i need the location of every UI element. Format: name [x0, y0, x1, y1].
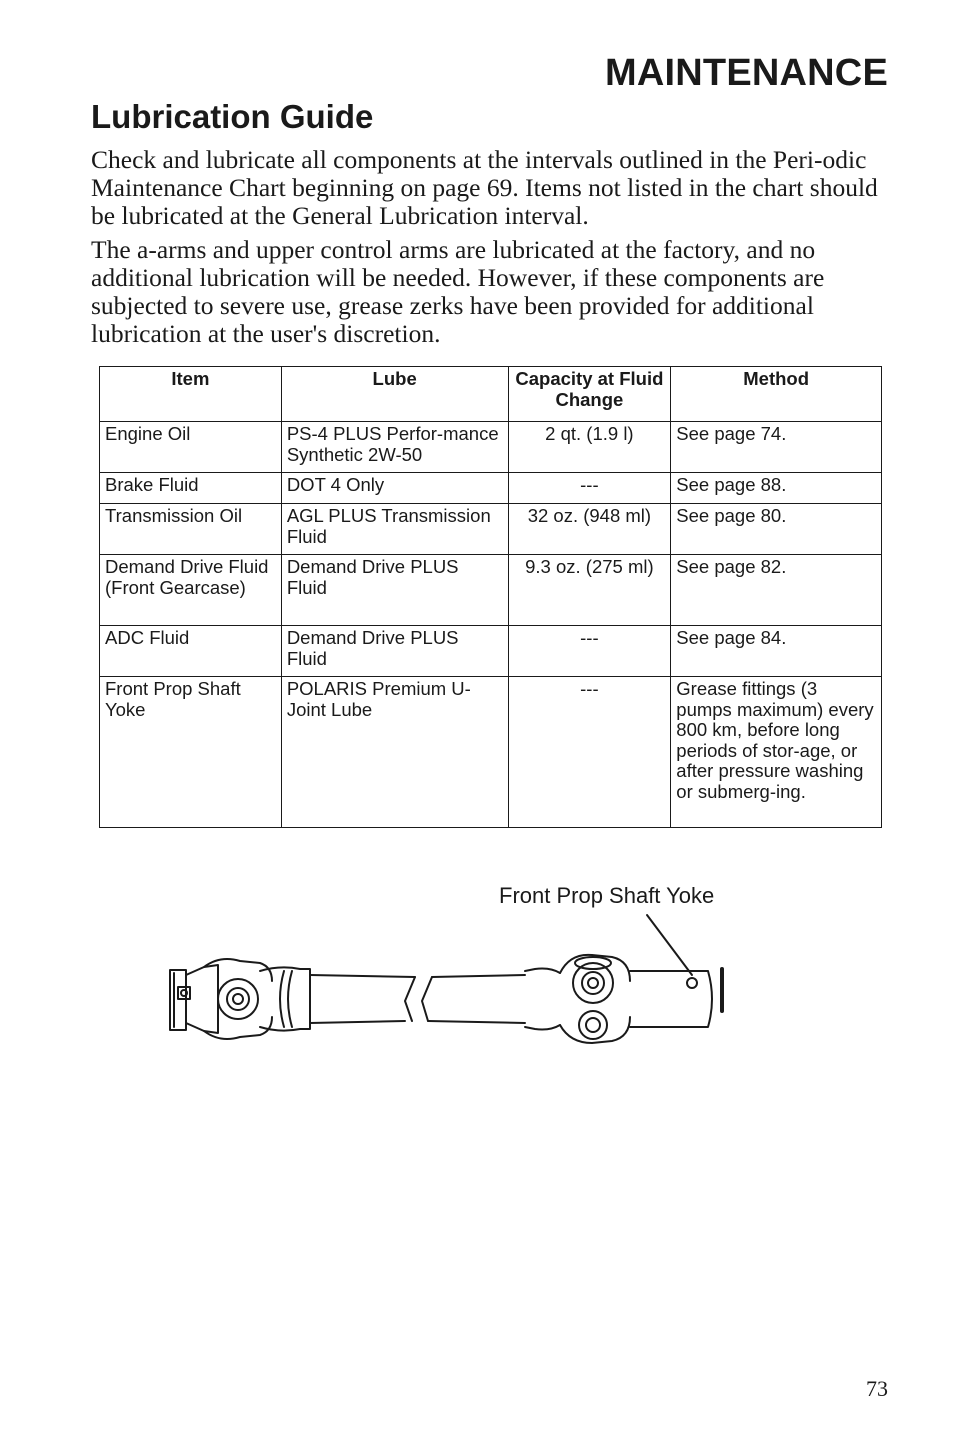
- prop-shaft-illustration: [160, 905, 760, 1055]
- table-row: [100, 422, 882, 473]
- cell-method: See page 84.: [671, 626, 882, 677]
- cell-lube: DOT 4 Only: [281, 473, 508, 504]
- page-number: 73: [866, 1376, 888, 1401]
- header-capacity: Capacity at Fluid Change: [508, 367, 671, 422]
- cell-item: Engine Oil: [100, 422, 282, 473]
- table-header-row: [100, 367, 882, 422]
- cell-capacity: 9.3 oz. (275 ml): [508, 555, 671, 626]
- callout-label: Front Prop Shaft Yoke: [499, 883, 715, 908]
- cell-lube: AGL PLUS Transmission Fluid: [281, 504, 508, 555]
- table-row: [100, 473, 882, 504]
- cell-method: See page 88.: [671, 473, 882, 504]
- cell-capacity: 2 qt. (1.9 l): [508, 422, 671, 473]
- header-item: Item: [100, 367, 282, 422]
- factory-lubrication-paragraph: The a-arms and upper control arms are lubricated at the factory, and no additional lubrication will be needed. However, if these components are subjected to severe use, grease zerks have been provided for additional lubrication at the user's discretion.: [91, 235, 825, 348]
- header-lube: Lube: [281, 367, 508, 422]
- cell-method: See page 82.: [671, 555, 882, 626]
- cell-item: Brake Fluid: [100, 473, 282, 504]
- cell-method: See page 80.: [671, 504, 882, 555]
- cell-item: Demand Drive Fluid (Front Gearcase): [100, 555, 282, 626]
- cell-lube: Demand Drive PLUS Fluid: [281, 626, 508, 677]
- intro-paragraph: Check and lubricate all components at the intervals outlined in the Peri-odic Maintenance Chart beginning on page 69. Items not listed in the chart should be lubricated at the General Lubrication interval.: [91, 145, 878, 230]
- cell-capacity: ---: [508, 677, 671, 828]
- cell-lube: PS-4 PLUS Perfor-mance Synthetic 2W-50: [281, 422, 508, 473]
- cell-method: Grease fittings (3 pumps maximum) every 800 km, before long periods of stor-age, or after pressure washing or submerg-ing.: [671, 677, 882, 828]
- cell-capacity: ---: [508, 626, 671, 677]
- table-row: [100, 677, 882, 828]
- header-method: Method: [671, 367, 882, 422]
- cell-method: See page 74.: [671, 422, 882, 473]
- cell-item: Front Prop Shaft Yoke: [100, 677, 282, 828]
- cell-lube: Demand Drive PLUS Fluid: [281, 555, 508, 626]
- cell-capacity: 32 oz. (948 ml): [508, 504, 671, 555]
- table-row: [100, 555, 882, 626]
- table-row: [100, 504, 882, 555]
- cell-lube: POLARIS Premium U-Joint Lube: [281, 677, 508, 828]
- cell-item: ADC Fluid: [100, 626, 282, 677]
- lubrication-table: [99, 366, 882, 828]
- table-row: [100, 626, 882, 677]
- section-title: Lubrication Guide: [91, 98, 374, 135]
- cell-item: Transmission Oil: [100, 504, 282, 555]
- cell-capacity: ---: [508, 473, 671, 504]
- chapter-title: MAINTENANCE: [605, 52, 888, 94]
